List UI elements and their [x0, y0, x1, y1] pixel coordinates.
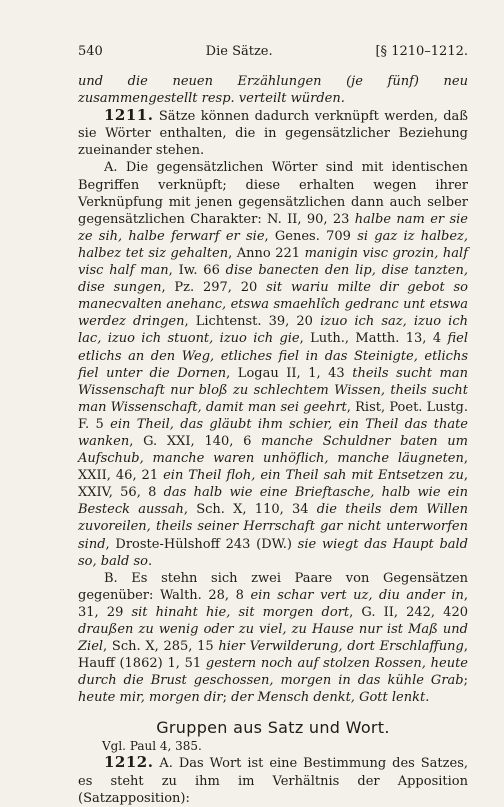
citation-text: A. Die gegensätzlichen Wörter sind mit identischen Begriffen verknüpft; diese erhalten wegen ihrer Verknüpfung mit jenen gegensätzlichen dann auch selber gegensätzlichen Charakter: N. II, 90, 23: [78, 160, 468, 227]
citation-text: , Sch. X, 285, 15: [103, 639, 219, 655]
quotation-text: sit wariu milte dir gebot so manecvalten anehanc, etswa smaehlîch gedranc unt etswa werdez dringen: [78, 280, 468, 330]
paragraph-s1211b: [78, 570, 468, 707]
citation-text: Sätze können dadurch verknüpft werden, daß sie Wörter enthalten, die in gegensätzlicher Beziehung zueinander stehen.: [78, 109, 468, 159]
quotation-text: der Mensch denkt, Gott lenkt: [231, 690, 426, 706]
quotation-text: manche Schuldner baten um Aufschub, manche waren unhöflich, manche läugneten: [78, 433, 468, 467]
section-range: [§ 1210–1212.: [375, 44, 468, 59]
body-text: [78, 73, 468, 706]
quotation-text: sie wiegt das Haupt bald so, bald so: [78, 536, 468, 569]
quotation-text: theils sucht man Wissenschaft nur bloß zu schlechtem Wissen, theils sucht man Wissenschaft, damit man sei geehrt: [78, 365, 468, 415]
citation-text: , Rist, Poet. Lustg. F. 5: [78, 399, 468, 432]
quotation-text: ein schar vert uz, diu ander in: [250, 587, 464, 603]
citation-text: , G. II, 242, 420: [349, 604, 468, 620]
citation-text: , Iw. 66: [168, 263, 226, 279]
quotation-text: dise banecten den lip, dise tanzten, dise sungen: [78, 263, 468, 296]
quotation-text: manigin visc grozin, half visc half man: [78, 245, 469, 279]
paragraph-1212: [78, 754, 468, 806]
citation-text: .: [425, 690, 430, 706]
citation-text: , XXII, 46, 21: [78, 451, 468, 484]
quotation-text: halbe nam er sie ze sih, halbe ferwarf er sie: [78, 211, 468, 244]
quotation-text: si gaz iz halbez, halbez tet siz gehalten: [78, 228, 468, 261]
paragraph-continuation: [78, 73, 468, 107]
quotation-text: und die neuen Erzählungen (je fünf) neu zusammengestellt resp. verteilt würden.: [78, 74, 468, 107]
quotation-text: das halb wie eine Brieftasche, halb wie ein Besteck aussah: [78, 485, 468, 518]
section-heading: Gruppen aus Satz und Wort.: [156, 718, 390, 738]
quotation-text: hier Verwilderung, dort Erschlaffung: [218, 639, 464, 655]
quotation-text: heute mir, morgen dir: [78, 690, 223, 706]
citation-text: , Droste-Hülshoff 243 (DW.): [105, 536, 298, 552]
quotation-text: fiel etlichs an den Weg, etliches fiel in das Steinigte, etlichs fiel unter die Dornen: [78, 331, 468, 381]
citation-text: , Pz. 297, 20: [161, 280, 267, 296]
paragraph-s1211: [78, 107, 468, 159]
citation-text: , Genes. 709: [264, 228, 358, 244]
reference-line: Vgl. Paul 4, 385.: [102, 739, 202, 754]
quotation-text: gestern noch auf stolzen Rossen, heute durch die Brust geschossen, morgen in das kühle Grab: [78, 656, 468, 689]
citation-text: , Logau II, 1, 43: [226, 365, 353, 381]
paragraph-text: A. Das Wort ist eine Bestimmung des Satzes, es steht zu ihm im Verhältnis der Apposition (Satzapposition):: [78, 756, 468, 806]
quotation-text: izuo ich saz, izuo ich lac, izuo ich stuont, izuo ich gie: [78, 314, 468, 347]
citation-text: , Hauff (1862) 1, 51: [78, 639, 468, 672]
citation-text: B. Es stehn sich zwei Paare von Gegensätzen gegenüber: Walth. 28, 8: [78, 570, 468, 603]
citation-text: , Sch. X, 110, 34: [183, 502, 317, 518]
citation-text: , Luth., Matth. 13, 4: [299, 331, 448, 347]
running-title: Die Sätze.: [205, 44, 273, 59]
quotation-text: ein Theil, das gläubt ihm schier, ein Theil das thate wanken: [78, 416, 468, 449]
running-header: [78, 44, 468, 59]
quotation-text: die theils dem Willen zuvoreilen, theils seiner Herrschaft gar nicht unterworfen sind: [78, 502, 468, 552]
quotation-text: ein Theil floh, ein Theil sah mit Entsetzen zu: [163, 468, 464, 484]
quotation-text: draußen zu wenig oder zu viel, zu Hause nur ist Maß und Ziel: [78, 622, 468, 655]
paragraph-number: 1212.: [104, 753, 154, 772]
citation-text: .: [147, 553, 153, 569]
citation-text: ;: [463, 673, 468, 689]
citation-text: , Lichtenst. 39, 20: [184, 314, 321, 330]
paragraph-s1211a: [78, 159, 468, 569]
citation-text: , 31, 29: [78, 587, 469, 620]
citation-text: , Anno 221: [228, 245, 305, 261]
citation-text: , XXIV, 56, 8: [78, 468, 468, 501]
quotation-text: sit hinaht hie, sit morgen dort: [131, 604, 350, 620]
citation-text: ;: [222, 690, 232, 706]
citation-text: , G. XXI, 140, 6: [129, 433, 262, 449]
page-number: 540: [78, 44, 103, 59]
paragraph-number: 1211.: [104, 106, 154, 125]
